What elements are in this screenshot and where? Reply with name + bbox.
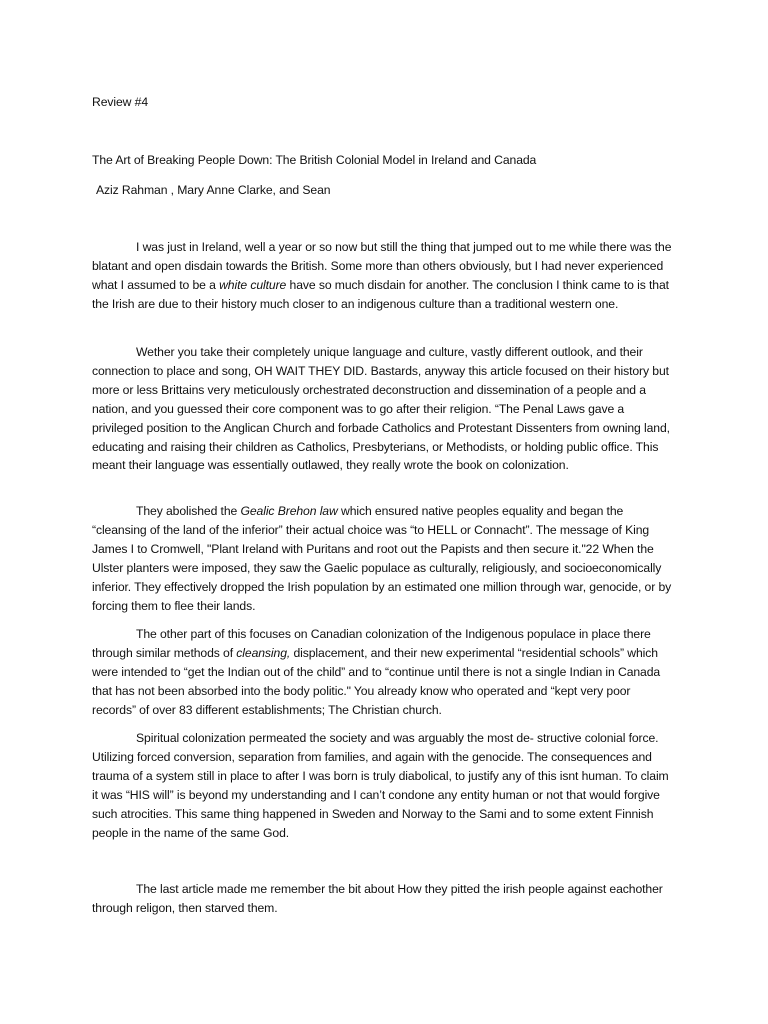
paragraph-3 [92,502,672,615]
review-label: Review #4 [92,95,149,109]
paragraph-3-italic: Gealic Brehon law [240,504,338,518]
paragraph-2: Wether you take their completely unique language and culture, vastly different outlook, and their connection to place and song, OH WAIT THEY DID. Bastards, anyway this article focused on their history but more or less Brittains very meticulously orchestrated deconstruction and dissemination of a people and a nation, and you guessed their core component was to go after their religion. “The Penal Laws gave a privileged position to the Anglican Church and forbade Catholics and Protestant Dissenters from owning land, educating and raising their children as Catholics, Presbyterians, or Methodists, or holding public office. This meant their language was essentially outlawed, they really wrote the book on colonization. [92,345,670,473]
paragraph-4 [92,625,672,720]
paragraph-3-text-a: They abolished the [136,504,241,518]
paragraph-1 [92,238,672,314]
paragraph-6: The last article made me remember the bit about How they pitted the irish people against eachother through religon, then starved them. [92,882,663,915]
article-authors: Aziz Rahman , Mary Anne Clarke, and Sean [96,183,331,197]
paragraph-5: Spiritual colonization permeated the society and was arguably the most de- structive colonial force. Utilizing forced conversion, separation from families, and again with the genocide. The consequences and trauma of a system still in place to after I was born is truly diabolical, to justify any of this isnt human. To claim it was “HIS will” is beyond my understanding and I can’t condone any entity human or not that would forgive such atrocities. This same thing happened in Sweden and Norway to the Sami and to some extent Finnish people in the name of the same God. [92,731,669,840]
paragraph-4-text-b: displacement, and their new experimental “residential schools” which were intended to “get the Indian out of the child” and to “continue until there is not a single Indian in Canada that has not been absorbed into the body politic." You already know who operated and “kept very poor records” of over 83 different establishments; The Christian church. [92,645,661,717]
article-title: The Art of Breaking People Down: The British Colonial Model in Ireland and Canada [92,153,537,167]
paragraph-1-italic: white culture [219,277,287,292]
paragraph-4-italic: cleansing, [236,645,291,660]
paragraph-4-text-a: The other part of this focuses on Canadian colonization of the Indigenous populace in place there through similar methods of [92,627,651,660]
paragraph-1-text-b: have so much disdain for another. The conclusion I think came to is that the Irish are due to their history much closer to an indigenous culture than a traditional western one. [92,277,669,311]
paragraph-3-text-b: which ensured native peoples equality and began the “cleansing of the land of the inferior” their actual choice was “to HELL or Connacht”. The message of King James I to Cromwell, "Plant Ireland with Puritans and root out the Papists and then secure it."22 When the Ulster planters were imposed, they saw the Gaelic populace as culturally, religiously, and socioeconomically inferior. They effectively dropped the Irish population by an estimated one million through war, genocide, or by forcing them to flee their lands. [92,504,672,613]
paragraph-1-text-a: I was just in Ireland, well a year or so now but still the thing that jumped out to me while there was the blatant and open disdain towards the British. Some more than others obviously, but I had never experienced what I assumed to be a [92,240,672,292]
